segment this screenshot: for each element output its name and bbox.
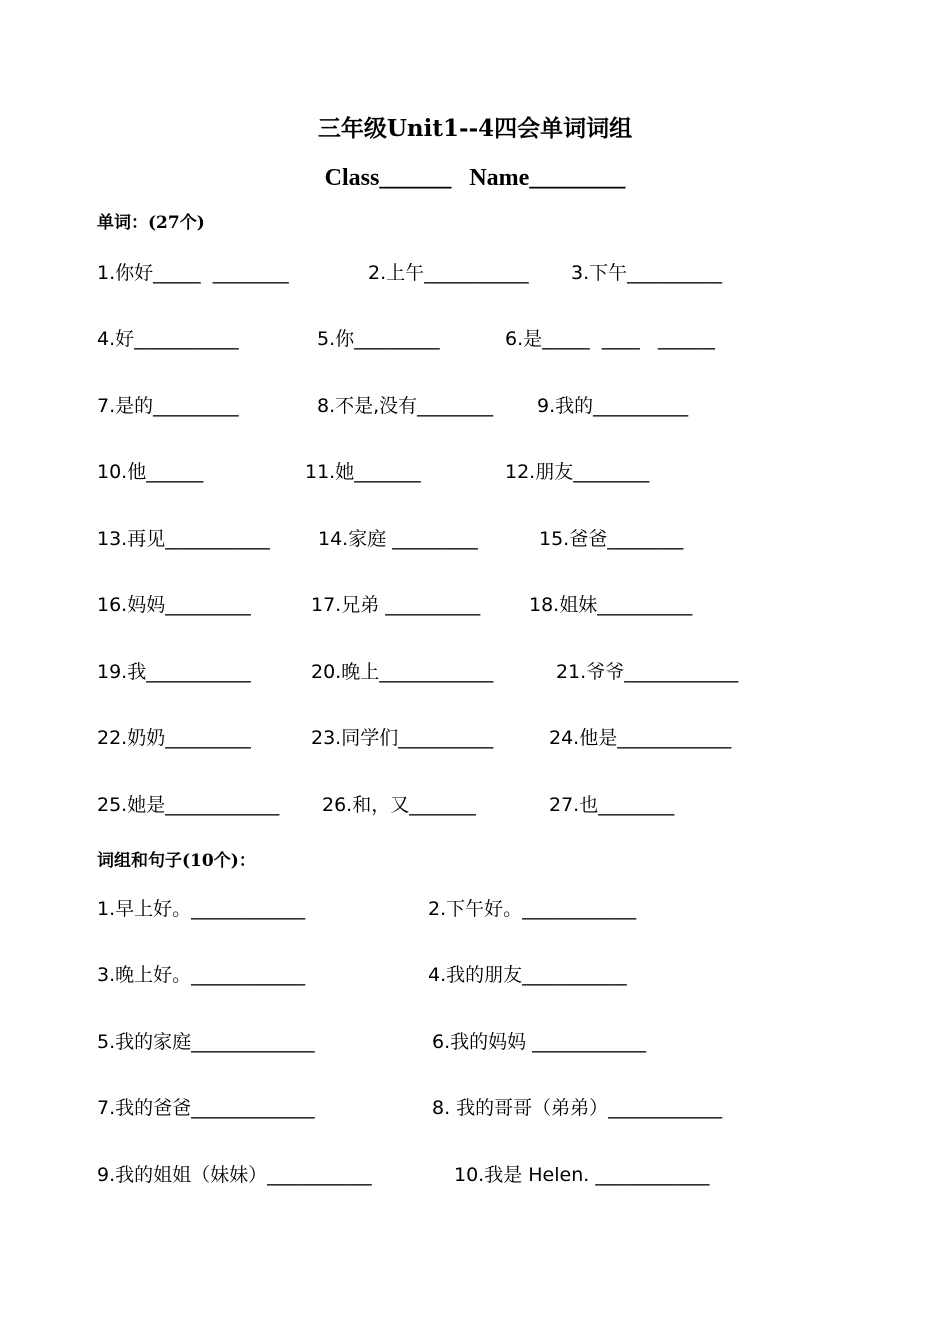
word-item: 17.兄弟 __________ [311,594,481,616]
word-item: 24.他是____________ [549,727,732,749]
word-item: 14.家庭 _________ [318,528,478,550]
phrase-item: 4.我的朋友___________ [428,964,627,986]
phrase-item: 3.晚上好。____________ [97,964,306,986]
word-item: 10.他______ [97,461,204,483]
word-item: 5.你_________ [317,328,440,350]
words-heading: 单词：(27个) [97,213,205,233]
word-item: 1.你好_____ ________ [97,262,289,284]
phrase-item: 10.我是 Helen. ____________ [454,1164,710,1186]
phrase-item: 8. 我的哥哥（弟弟）____________ [432,1097,723,1119]
word-item: 6.是_____ ____ ______ [505,328,715,350]
word-item: 20.晚上____________ [311,661,494,683]
phrase-item: 1.早上好。____________ [97,898,306,920]
word-item: 4.好___________ [97,328,239,350]
word-item: 23.同学们__________ [311,727,494,749]
word-item: 26.和，又_______ [322,794,476,816]
phrase-item: 5.我的家庭_____________ [97,1031,315,1053]
word-item: 13.再见___________ [97,528,270,550]
phrase-item: 2.下午好。____________ [428,898,637,920]
phrase-item: 7.我的爸爸_____________ [97,1097,315,1119]
phrase-item: 9.我的姐姐（妹妹）___________ [97,1164,372,1186]
word-item: 9.我的__________ [537,395,689,417]
phrases-heading: 词组和句子(10个)： [97,851,256,871]
word-item: 11.她_______ [305,461,421,483]
class-name-line: Class______ Name________ [324,165,626,191]
word-item: 3.下午__________ [571,262,723,284]
word-item: 18.姐妹__________ [529,594,693,616]
word-item: 27.也________ [549,794,675,816]
word-item: 8.不是,没有________ [317,395,494,417]
word-item: 19.我___________ [97,661,251,683]
phrase-item: 6.我的妈妈 ____________ [432,1031,647,1053]
word-item: 15.爸爸________ [539,528,684,550]
word-item: 12.朋友________ [505,461,650,483]
word-item: 25.她是____________ [97,794,280,816]
word-item: 22.奶奶_________ [97,727,251,749]
word-item: 21.爷爷____________ [556,661,739,683]
word-item: 16.妈妈_________ [97,594,251,616]
word-item: 2.上午___________ [368,262,529,284]
page-title: 三年级Unit1--4四会单词词组 [317,115,633,142]
word-item: 7.是的_________ [97,395,239,417]
